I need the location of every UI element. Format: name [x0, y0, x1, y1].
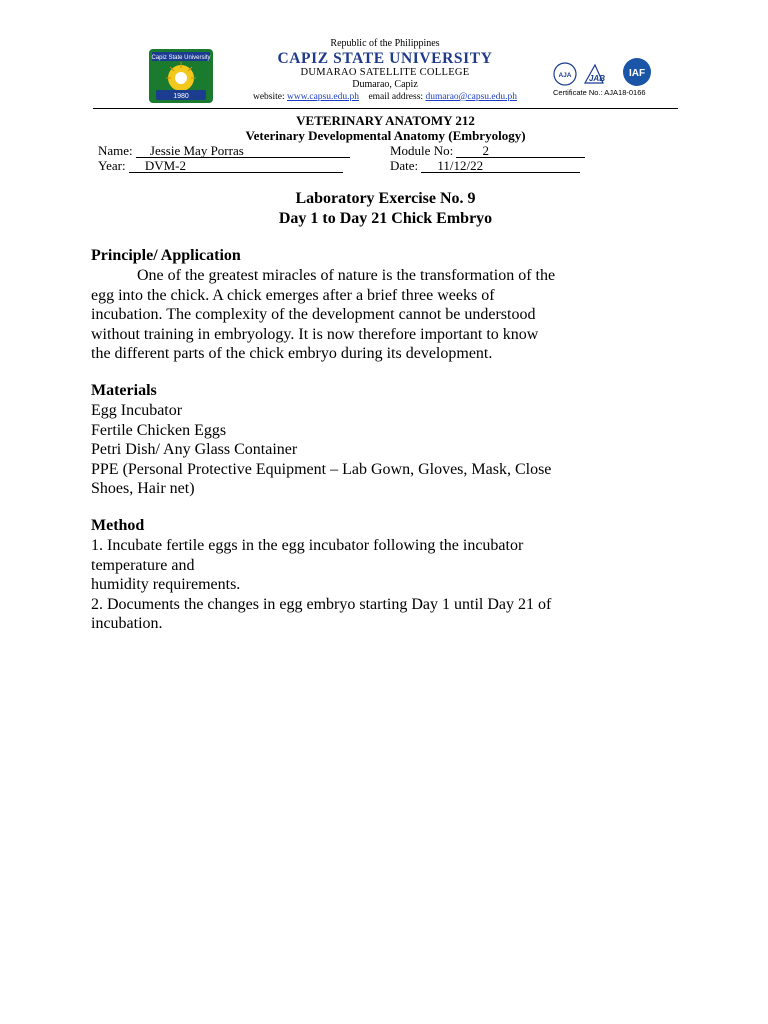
letterhead-divider — [93, 108, 678, 109]
certificate-number: Certificate No.: AJA18-0166 — [553, 88, 646, 97]
name-value: Jessie May Porras — [136, 144, 350, 158]
course-code: VETERINARY ANATOMY 212 — [296, 113, 475, 128]
material-item: PPE (Personal Protective Equipment – Lab Gown, Gloves, Mask, Close — [91, 460, 552, 478]
iaf-badge-text: IAF — [628, 68, 646, 79]
name-label: Name: — [98, 143, 133, 158]
method-steps — [91, 536, 681, 634]
module-value: 2 — [456, 144, 585, 158]
date-value: 11/12/22 — [421, 159, 580, 173]
college-name: DUMARAO SATELLITE COLLEGE — [300, 67, 470, 79]
method-heading: Method — [91, 517, 145, 534]
principle-line: the different parts of the chick embryo during its development. — [91, 345, 493, 362]
jab-badge-text: JAB — [588, 74, 606, 83]
iaf-badge-icon — [623, 58, 651, 86]
year-label: Year: — [98, 158, 126, 173]
date-label: Date: — [390, 158, 419, 173]
year-value: DVM-2 — [129, 159, 343, 173]
republic-line: Republic of the Philippines — [330, 38, 440, 49]
module-field — [390, 143, 585, 159]
logo-year: 1980 — [173, 93, 189, 100]
website-label: website: — [252, 91, 285, 102]
website-link[interactable]: www.capsu.edu.ph — [287, 91, 359, 102]
date-field — [390, 158, 580, 174]
material-item: Fertile Chicken Eggs — [91, 421, 227, 439]
method-line: humidity requirements. — [91, 576, 241, 593]
university-name: CAPIZ STATE UNIVERSITY — [277, 49, 493, 67]
ajaeu-badge-text: AJA — [558, 72, 572, 79]
year-field — [98, 158, 343, 174]
material-item: Egg Incubator — [91, 402, 183, 419]
principle-line: One of the greatest miracles of nature is the transformation of the — [137, 267, 556, 284]
materials-heading: Materials — [91, 382, 157, 399]
course-name: Veterinary Developmental Anatomy (Embryology) — [245, 128, 526, 143]
method-line: 2. Documents the changes in egg embryo starting Day 1 until Day 21 of — [91, 595, 552, 613]
method-line: incubation. — [91, 615, 163, 632]
materials-list — [91, 401, 681, 499]
principle-text — [91, 266, 681, 364]
method-line: 1. Incubate fertile eggs in the egg incubator following the incubator — [91, 537, 524, 554]
name-field — [98, 143, 350, 159]
principle-line: without training in embryology. It is now therefore important to know — [91, 325, 539, 343]
university-seal-logo — [148, 48, 214, 104]
ajaeu-badge-icon — [554, 63, 576, 85]
email-label: email address: — [368, 91, 424, 102]
material-item: Shoes, Hair net) — [91, 480, 195, 497]
material-item: Petri Dish/ Any Glass Container — [91, 441, 298, 458]
email-link[interactable]: dumarao@capsu.edu.ph — [425, 91, 518, 102]
jab-badge-icon — [585, 65, 605, 83]
principle-line: egg into the chick. A chick emerges after a brief three weeks of — [91, 286, 495, 304]
principle-line: incubation. The complexity of the development cannot be understood — [91, 306, 536, 323]
method-line: temperature and — [91, 556, 195, 574]
college-location: Dumarao, Capiz — [352, 79, 418, 91]
logo-ring-text: Capiz State University — [151, 55, 211, 61]
module-label: Module No: — [390, 143, 454, 158]
exercise-title: Day 1 to Day 21 Chick Embryo — [278, 210, 493, 227]
exercise-number: Laboratory Exercise No. 9 — [295, 190, 476, 207]
letterhead-text — [230, 38, 540, 103]
contact-line — [230, 92, 540, 103]
principle-heading: Principle/ Application — [91, 247, 241, 264]
